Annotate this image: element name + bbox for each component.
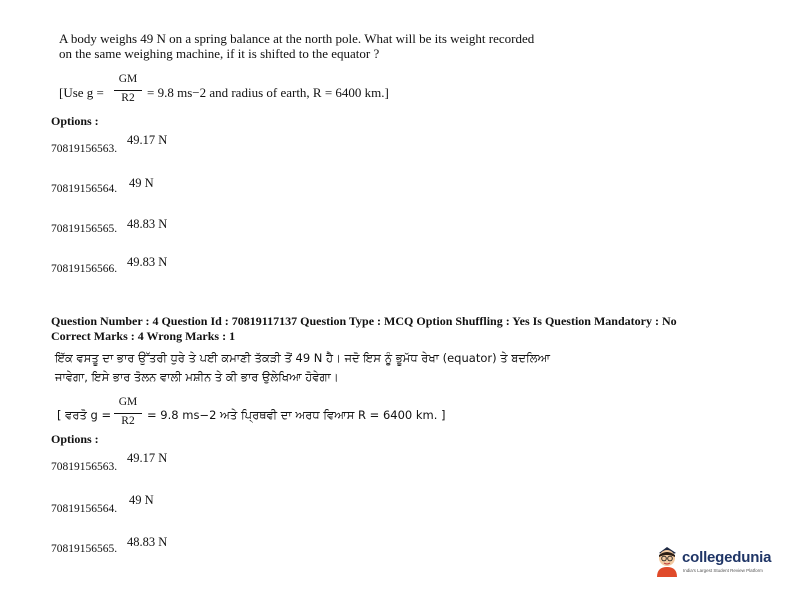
logo-wordmark: collegedunia — [682, 549, 772, 566]
student-avatar-icon — [652, 543, 682, 577]
option-text: 49.83 N — [127, 255, 168, 269]
formula-prefix: [Use g = — [59, 85, 104, 100]
punjabi-text-line-1: ਇੱਕ ਵਸਤੂ ਦਾ ਭਾਰ ਉੱਤਰੀ ਧੁਰੇ ਤੇ ਪਈ ਕਮਾਣੀ ਤੱਕੜੀ ਤੋਂ 49 N ਹੈ। ਜਦੋ ਇਸ ਨੂੰ ਭੂਮੱਧ ਰੇਖਾ (equator) ਤੇ ਬਦਲਿਆ — [55, 351, 551, 365]
option-id: 70819156564. — [51, 503, 118, 515]
punjabi-text-line-2: ਜਾਵੇਗਾ, ਇਸੇ ਭਾਰ ਤੋਲਨ ਵਾਲੀ ਮਸ਼ੀਨ ਤੇ ਕੀ ਭਾਰ ਉਲੇਖਿਆ ਹੋਵੇਗਾ। — [55, 370, 339, 384]
option-id: 70819156565. — [51, 223, 118, 235]
formula-numerator: GM — [118, 73, 138, 85]
option-text: 49 N — [129, 176, 154, 190]
options-label: Options : — [51, 432, 99, 446]
option-text: 48.83 N — [127, 535, 168, 549]
marks-header: Correct Marks : 4 Wrong Marks : 1 — [51, 329, 236, 343]
option-id: 70819156563. — [51, 143, 118, 155]
fraction-bar — [114, 90, 142, 91]
option-id: 70819156566. — [51, 263, 118, 275]
option-text: 48.83 N — [127, 217, 168, 231]
formula-suffix: = 9.8 ms−2 ਅਤੇ ਪ੍ਰਿਥਵੀ ਦਾ ਅਰਧ ਵਿਆਸ R = 6400 km. ] — [147, 408, 446, 422]
options-label: Options : — [51, 114, 99, 128]
option-id: 70819156564. — [51, 183, 118, 195]
formula-numerator: GM — [118, 396, 138, 408]
option-text: 49.17 N — [127, 133, 168, 147]
option-id: 70819156565. — [51, 543, 118, 555]
option-text: 49 N — [129, 493, 154, 507]
question-header: Question Number : 4 Question Id : 70819117137 Question Type : MCQ Option Shuffling : Yes Is Question Mandatory : No — [51, 314, 677, 328]
formula-denominator: R2 — [121, 415, 135, 427]
fraction-bar — [114, 413, 142, 414]
question-text-line-2: on the same weighing machine, if it is shifted to the equator ? — [59, 46, 380, 61]
logo-tagline: India's Largest Student Review Platform — [683, 568, 763, 573]
option-id: 70819156563. — [51, 461, 118, 473]
question-text-line-1: A body weighs 49 N on a spring balance at the north pole. What will be its weight recorded — [59, 31, 535, 46]
option-text: 49.17 N — [127, 451, 168, 465]
formula-prefix: [ ਵਰਤੋ g = — [57, 408, 112, 422]
formula-denominator: R2 — [121, 92, 135, 104]
formula-suffix: = 9.8 ms−2 and radius of earth, R = 6400 km.] — [147, 85, 389, 100]
